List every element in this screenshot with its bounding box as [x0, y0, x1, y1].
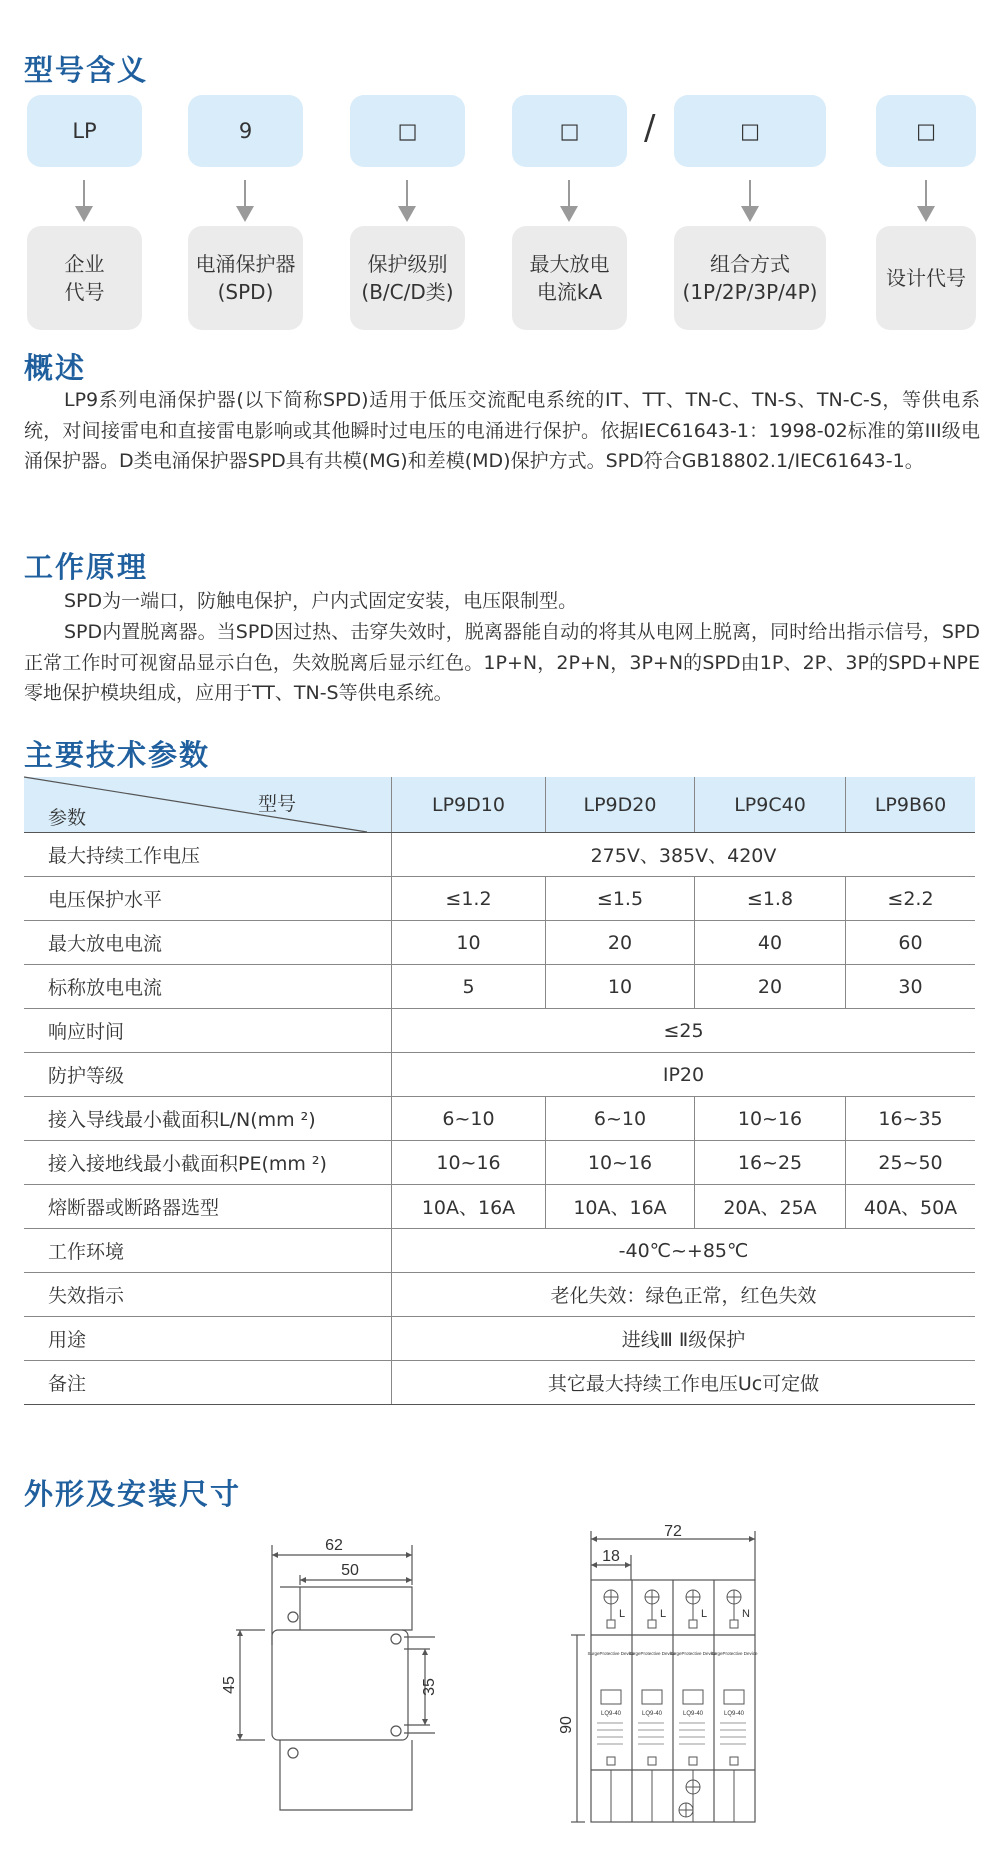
pole-module	[724, 1590, 744, 1822]
dim-front-height-total: 90	[558, 1716, 575, 1734]
param-value-cell: ≤2.2	[846, 877, 976, 921]
table-header-row	[24, 777, 975, 833]
param-value-cell: 6~10	[392, 1097, 546, 1141]
section-title-dimensions: 外形及安装尺寸	[24, 1477, 242, 1511]
model-desc-line: 设计代号	[886, 266, 966, 290]
table-row	[24, 1229, 975, 1273]
param-value-cell: ≤1.2	[392, 877, 546, 921]
model-desc-line: 最大放电	[529, 252, 610, 276]
model-box-combination: □	[674, 95, 826, 167]
dim-side-height-rail: 35	[421, 1678, 438, 1696]
dim-front-width-total: 72	[664, 1523, 682, 1540]
model-slash: /	[644, 108, 656, 148]
param-name-cell: 接入接地线最小截面积PE(mm ²)	[24, 1141, 392, 1185]
model-desc-combination	[674, 226, 826, 330]
indicator-window	[724, 1690, 744, 1704]
table-row	[24, 1053, 975, 1097]
section-title-model-meaning: 型号含义	[24, 53, 149, 87]
param-value-cell: 16~25	[695, 1141, 846, 1185]
params-table	[24, 777, 975, 1405]
param-value-cell: ≤1.8	[695, 877, 846, 921]
model-desc-line: 电流kA	[536, 280, 603, 304]
table-row	[24, 1141, 975, 1185]
dim-side-height-total: 45	[221, 1676, 238, 1694]
table-row	[24, 1361, 975, 1405]
corner-model-label: 型号	[257, 793, 296, 815]
section-title-overview: 概述	[24, 351, 87, 385]
side-view-drawing	[220, 1525, 440, 1825]
dim-side-width-total: 62	[325, 1537, 343, 1554]
principle-text-2: SPD内置脱离器。当SPD因过热、击穿失效时，脱离器能自动的将其从电网上脱离，同时给出指示信号，SPD正常工作时可视窗品显示白色，失效脱离后显示红色。1P+N，2P+N，3P+N的SPD由1P、2P、3P的SPD+NPE零地保护模块组成，应用于TT、TN-S等供电系统。	[24, 621, 980, 704]
pole-label: L	[660, 1608, 667, 1620]
model-desc-line: 组合方式	[710, 252, 790, 276]
table-row	[24, 1185, 975, 1229]
param-value-cell: -40℃~+85℃	[392, 1229, 976, 1273]
param-value-cell: 进线Ⅲ Ⅱ级保护	[392, 1317, 976, 1361]
param-value-cell: 16~35	[846, 1097, 976, 1141]
param-value-cell: 20A、25A	[695, 1185, 846, 1229]
module-model-label: LQ9-40	[682, 1711, 704, 1717]
param-name-cell: 最大放电电流	[24, 921, 392, 965]
table-header-model: LP9D20	[546, 777, 695, 833]
param-value-cell: 30	[846, 965, 976, 1009]
model-desc-spd	[188, 226, 303, 330]
pole-module	[642, 1590, 662, 1822]
model-desc-design	[876, 226, 976, 330]
param-value-cell: 25~50	[846, 1141, 976, 1185]
param-value-cell: 20	[695, 965, 846, 1009]
param-value-cell: 5	[392, 965, 546, 1009]
param-name-cell: 最大持续工作电压	[24, 833, 392, 877]
param-value-cell: 10A、16A	[546, 1185, 695, 1229]
pole-label: N	[742, 1608, 750, 1620]
table-row	[24, 921, 975, 965]
indicator-window	[601, 1690, 621, 1704]
model-box-design: □	[876, 95, 976, 167]
param-value-cell: IP20	[392, 1053, 976, 1097]
module-device-label: SurgeProtective Device	[628, 1651, 676, 1656]
param-value-cell: 其它最大持续工作电压Uc可定做	[392, 1361, 976, 1405]
down-arrow-icon	[83, 180, 85, 208]
model-desc-current	[512, 226, 627, 330]
param-name-cell: 接入导线最小截面积L/N(mm ²)	[24, 1097, 392, 1141]
table-row	[24, 1317, 975, 1361]
param-name-cell: 备注	[24, 1361, 392, 1405]
param-value-cell: 老化失效：绿色正常，红色失效	[392, 1273, 976, 1317]
down-arrow-icon	[925, 180, 927, 208]
model-desc-line: (SPD)	[217, 280, 274, 304]
model-box-company: LP	[27, 95, 142, 167]
param-value-cell: 10	[546, 965, 695, 1009]
param-value-cell: 40	[695, 921, 846, 965]
principle-text-1: SPD为一端口，防触电保护，户内式固定安装，电压限制型。	[64, 590, 578, 612]
indicator-window	[683, 1690, 703, 1704]
table-row	[24, 1097, 975, 1141]
model-desc-line: (1P/2P/3P/4P)	[682, 280, 818, 304]
module-model-label: LQ9-40	[723, 1711, 745, 1717]
param-name-cell: 熔断器或断路器选型	[24, 1185, 392, 1229]
model-box-current: □	[512, 95, 627, 167]
model-desc-line: 代号	[64, 280, 105, 304]
param-name-cell: 电压保护水平	[24, 877, 392, 921]
model-box-spd: 9	[188, 95, 303, 167]
down-arrow-icon	[406, 180, 408, 208]
table-row	[24, 1009, 975, 1053]
table-header-model: LP9B60	[846, 777, 976, 833]
model-desc-line: (B/C/D类)	[361, 280, 454, 304]
table-header-model: LP9D10	[392, 777, 546, 833]
param-name-cell: 防护等级	[24, 1053, 392, 1097]
param-value-cell: 6~10	[546, 1097, 695, 1141]
module-device-label: SurgeProtective Device	[669, 1651, 717, 1656]
param-value-cell: 275V、385V、420V	[392, 833, 976, 877]
table-corner-cell	[24, 777, 392, 833]
table-row	[24, 833, 975, 877]
param-name-cell: 响应时间	[24, 1009, 392, 1053]
indicator-window	[642, 1690, 662, 1704]
model-desc-line: 企业	[64, 252, 105, 276]
module-device-label: SurgeProtective Device	[710, 1651, 758, 1656]
table-row	[24, 965, 975, 1009]
model-desc-level	[350, 226, 465, 330]
model-desc-line: 保护级别	[367, 252, 448, 276]
param-value-cell: 10~16	[546, 1141, 695, 1185]
param-value-cell: 10~16	[695, 1097, 846, 1141]
param-value-cell: 10~16	[392, 1141, 546, 1185]
overview-paragraph	[24, 385, 980, 477]
corner-param-label: 参数	[48, 807, 87, 829]
table-row	[24, 1273, 975, 1317]
down-arrow-icon	[244, 180, 246, 208]
model-desc-company	[27, 226, 142, 330]
param-name-cell: 失效指示	[24, 1273, 392, 1317]
param-name-cell: 标称放电电流	[24, 965, 392, 1009]
pole-module	[601, 1590, 621, 1822]
module-device-label: SurgeProtective Device	[587, 1651, 635, 1656]
param-value-cell: ≤1.5	[546, 877, 695, 921]
down-arrow-icon	[568, 180, 570, 208]
overview-text: LP9系列电涌保护器(以下简称SPD)适用于低压交流配电系统的IT、TT、TN-C、TN-S、TN-C-S，等供电系统，对间接雷电和直接雷电影响或其他瞬时过电压的电涌进行保护。依据IEC61643-1：1998-02标准的第III级电涌保护器。D类电涌保护器SPD具有共模(MG)和差模(MD)保护方式。SPD符合GB18802.1/IEC61643-1。	[24, 389, 980, 472]
param-name-cell: 用途	[24, 1317, 392, 1361]
param-name-cell: 工作环境	[24, 1229, 392, 1273]
param-value-cell: 20	[546, 921, 695, 965]
module-model-label: LQ9-40	[641, 1711, 663, 1717]
model-box-level: □	[350, 95, 465, 167]
model-desc-line: 电涌保护器	[195, 252, 296, 276]
param-value-cell: 10A、16A	[392, 1185, 546, 1229]
front-view-drawing	[558, 1523, 805, 1830]
pole-label: L	[701, 1608, 708, 1620]
section-title-principle: 工作原理	[24, 550, 149, 584]
param-value-cell: 10	[392, 921, 546, 965]
dim-front-width-pole: 18	[602, 1548, 620, 1565]
section-title-params: 主要技术参数	[24, 738, 211, 772]
principle-paragraph-1	[24, 586, 980, 617]
down-arrow-icon	[749, 180, 751, 208]
principle-paragraph-2	[24, 617, 980, 709]
table-row	[24, 877, 975, 921]
dim-side-width-inner: 50	[341, 1562, 359, 1579]
param-value-cell: 40A、50A	[846, 1185, 976, 1229]
param-value-cell: 60	[846, 921, 976, 965]
param-value-cell: ≤25	[392, 1009, 976, 1053]
module-model-label: LQ9-40	[600, 1711, 622, 1717]
table-header-model: LP9C40	[695, 777, 846, 833]
pole-label: L	[619, 1608, 626, 1620]
